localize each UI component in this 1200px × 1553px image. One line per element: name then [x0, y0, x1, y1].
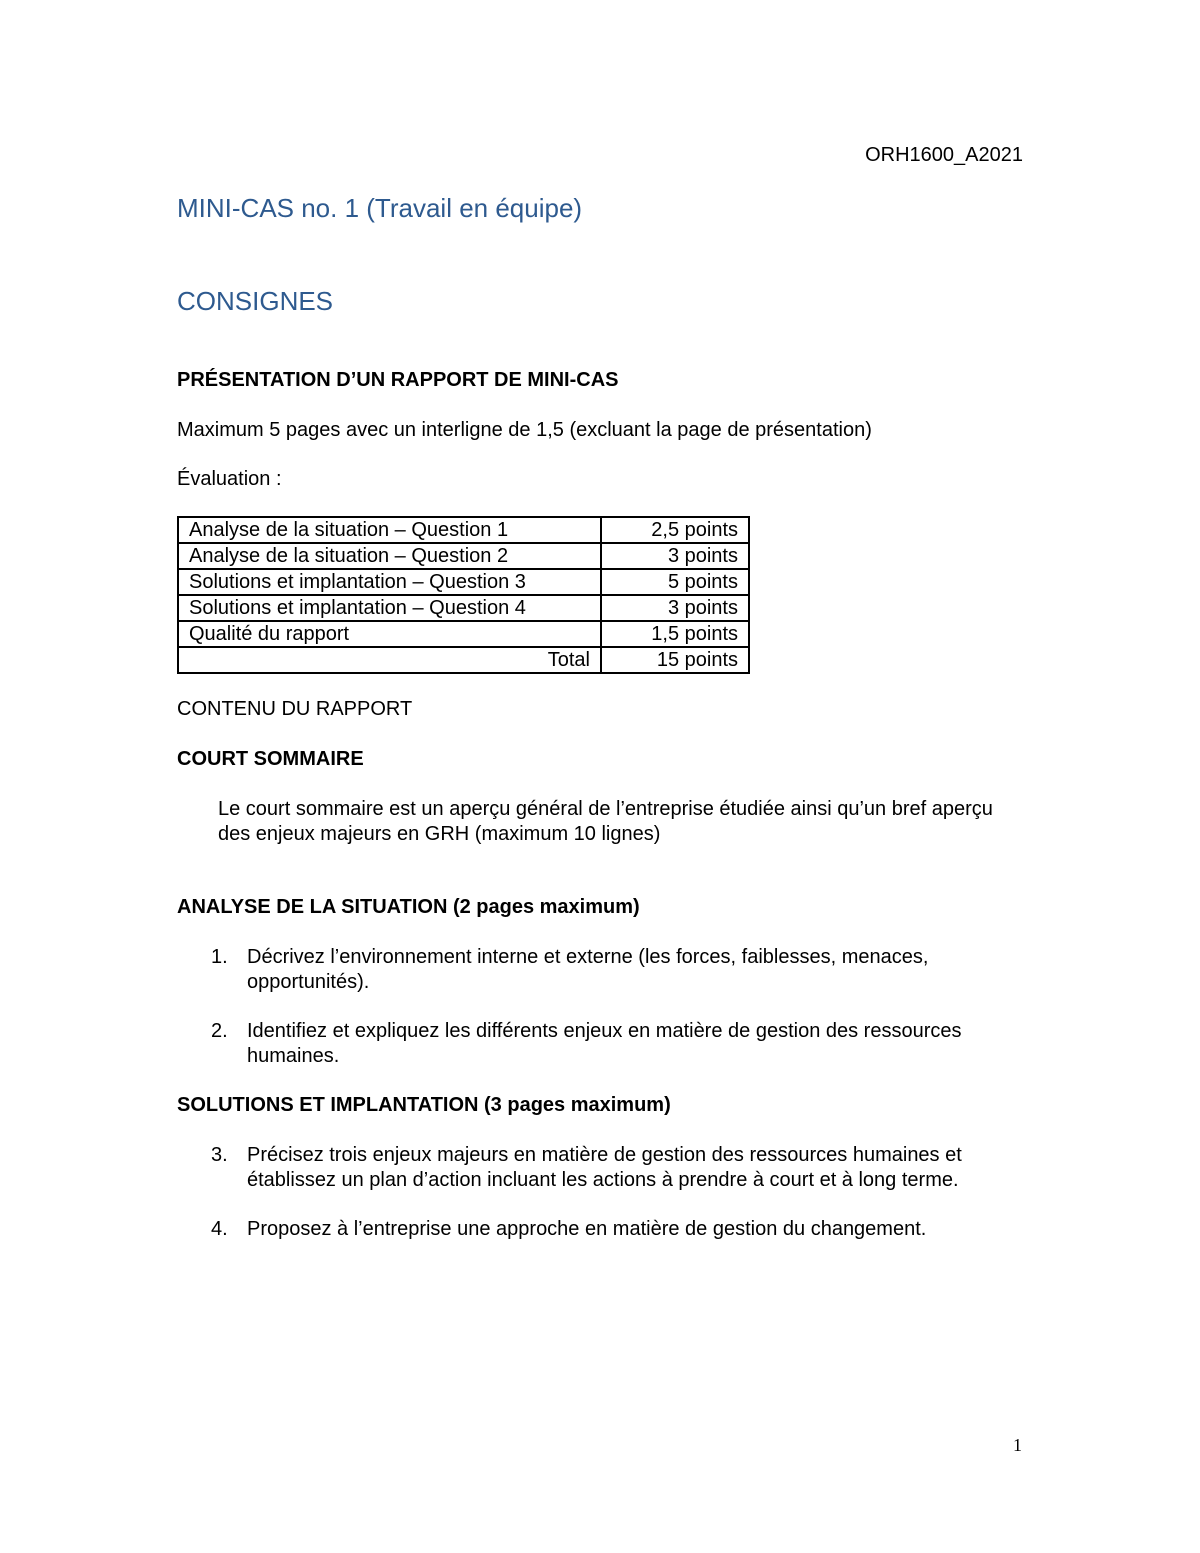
presentation-heading: PRÉSENTATION D’UN RAPPORT DE MINI-CAS: [177, 369, 619, 391]
mini-cas-title: MINI-CAS no. 1 (Travail en équipe): [177, 193, 583, 223]
consignes-title: CONSIGNES: [177, 286, 334, 316]
list-item: [177, 1019, 1027, 1069]
table-row: [178, 517, 749, 543]
total-points: 15 points: [601, 647, 749, 673]
question-text: Décrivez l’environnement interne et externe (les forces, faiblesses, menaces, opportunités).: [247, 946, 929, 993]
list-item: [177, 1143, 1027, 1193]
solutions-question-list: [177, 1143, 1027, 1193]
court-sommaire-heading: COURT SOMMAIRE: [177, 748, 364, 770]
analyse-question-list: [177, 945, 1027, 995]
analyse-question-list-2: [177, 1019, 1027, 1069]
question-number: 3.: [211, 1144, 228, 1166]
criterion-points: 5 points: [601, 569, 749, 595]
analyse-heading: ANALYSE DE LA SITUATION (2 pages maximum): [177, 896, 640, 918]
criterion-label: Analyse de la situation – Question 1: [178, 517, 601, 543]
list-item: [177, 1217, 1027, 1242]
criterion-points: 1,5 points: [601, 621, 749, 647]
criterion-label: Solutions et implantation – Question 3: [178, 569, 601, 595]
solutions-question-list-2: [177, 1217, 1027, 1242]
list-item: [177, 945, 1027, 995]
table-total-row: [178, 647, 749, 673]
evaluation-label: Évaluation :: [177, 468, 282, 490]
question-text: Proposez à l’entreprise une approche en matière de gestion du changement.: [247, 1218, 927, 1240]
table-row: [178, 569, 749, 595]
question-text: Précisez trois enjeux majeurs en matière de gestion des ressources humaines et établissez un plan d’action incluant les actions à prendre à court et à long terme.: [247, 1144, 962, 1191]
criterion-points: 2,5 points: [601, 517, 749, 543]
criterion-label: Solutions et implantation – Question 4: [178, 595, 601, 621]
question-number: 2.: [211, 1020, 228, 1042]
court-sommaire-text: Le court sommaire est un aperçu général de l’entreprise étudiée ainsi qu’un bref aperçu des enjeux majeurs en GRH (maximum 10 lignes): [218, 798, 993, 845]
criterion-label: Analyse de la situation – Question 2: [178, 543, 601, 569]
solutions-heading: SOLUTIONS ET IMPLANTATION (3 pages maximum): [177, 1094, 671, 1116]
question-text: Identifiez et expliquez les différents enjeux en matière de gestion des ressources humaines.: [247, 1020, 962, 1067]
table-row: [178, 543, 749, 569]
question-number: 1.: [211, 946, 228, 968]
table-row: [178, 621, 749, 647]
table-row: [178, 595, 749, 621]
criterion-points: 3 points: [601, 595, 749, 621]
question-number: 4.: [211, 1218, 228, 1240]
page-number: 1: [1013, 1435, 1022, 1455]
criterion-label: Qualité du rapport: [178, 621, 601, 647]
evaluation-table: [177, 516, 750, 674]
max-pages-text: Maximum 5 pages avec un interligne de 1,5 (excluant la page de présentation): [177, 419, 872, 441]
criterion-points: 3 points: [601, 543, 749, 569]
course-code: ORH1600_A2021: [865, 144, 1023, 166]
contenu-heading: CONTENU DU RAPPORT: [177, 698, 413, 720]
total-label: Total: [178, 647, 601, 673]
